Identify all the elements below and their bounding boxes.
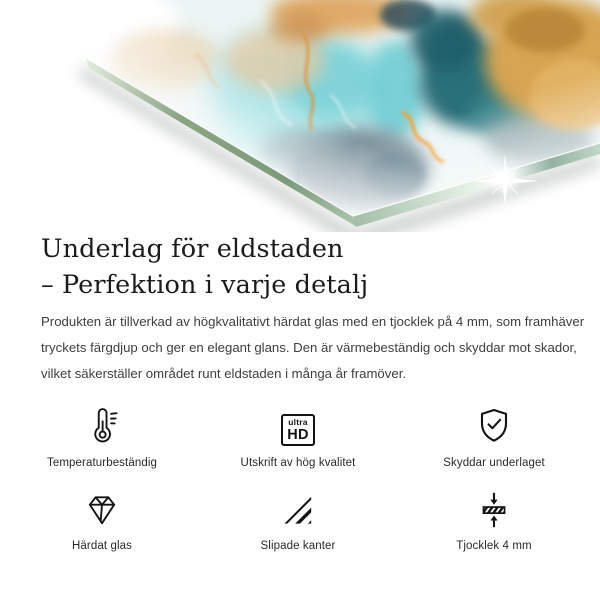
section-title-line2: – Perfektion i varje detalj bbox=[41, 270, 369, 300]
feature-label: Härdat glas bbox=[72, 540, 132, 552]
thermometer-icon bbox=[83, 404, 121, 446]
section-title-line1: Underlag för eldstaden bbox=[41, 234, 344, 264]
section-title bbox=[41, 231, 368, 303]
feature-label: Utskrift av hög kvalitet bbox=[240, 457, 356, 469]
feature-label: Temperaturbeständig bbox=[47, 457, 157, 469]
feature-tempered-glass bbox=[72, 487, 132, 552]
description-line: tryckets färgdjup och ger en elegant glans. Den är värmebeständig och skyddar mot skador, bbox=[41, 340, 577, 355]
description-line: Produkten är tillverkad av högkvalitativt härdat glas med en tjocklek på 4 mm, som framhäver bbox=[41, 314, 585, 329]
feature-grid bbox=[4, 404, 592, 552]
feature-protects-surface bbox=[443, 404, 545, 469]
feature-temperature-resistant bbox=[47, 404, 157, 469]
product-description bbox=[41, 309, 585, 387]
ultra-hd-icon bbox=[281, 404, 315, 446]
feature-thickness bbox=[456, 487, 531, 552]
ultra-hd-badge-top: ultra bbox=[288, 417, 308, 427]
feature-label: Tjocklek 4 mm bbox=[456, 540, 532, 552]
glass-panel-art bbox=[0, 0, 600, 232]
ultra-hd-badge-bottom: HD bbox=[287, 426, 309, 443]
shield-check-icon bbox=[475, 404, 513, 446]
feature-label: Slipade kanter bbox=[260, 540, 336, 552]
feature-label: Skyddar underlaget bbox=[443, 457, 545, 469]
bevel-edges-icon bbox=[279, 487, 317, 529]
diamond-icon bbox=[83, 487, 121, 529]
feature-print-quality bbox=[241, 404, 356, 469]
product-hero-image bbox=[0, 0, 600, 232]
description-line: vilket säkerställer området runt eldstaden i många år framöver. bbox=[41, 366, 407, 381]
thickness-icon bbox=[475, 487, 513, 529]
feature-polished-edges bbox=[261, 487, 336, 552]
